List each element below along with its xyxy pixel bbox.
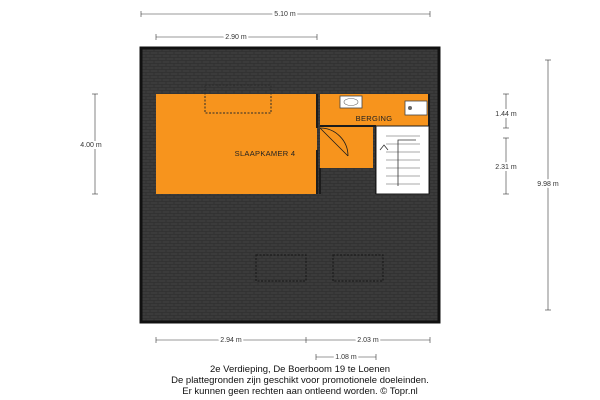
dim-top-total: 5.10 m — [274, 11, 296, 18]
dim-bottom-left: 2.94 m — [220, 337, 242, 344]
dim-bottom-right: 2.03 m — [357, 337, 379, 344]
dim-right-lower: 2.31 m — [495, 164, 517, 171]
dim-bottom-small: 1.08 m — [335, 354, 357, 360]
staircase — [376, 126, 429, 194]
caption-line-1: 2e Verdieping, De Boerboom 19 te Loenen — [209, 364, 391, 375]
dim-right-upper: 1.44 m — [495, 111, 517, 118]
caption-line-3: Er kunnen geen rechten aan ontleend worden. © Topr.nl — [182, 386, 418, 397]
dim-top-partial: 2.90 m — [225, 34, 247, 41]
dim-left-height: 4.00 m — [80, 142, 102, 149]
dim-right-total: 9.98 m — [537, 181, 559, 188]
sink-icon — [340, 96, 362, 108]
caption — [0, 364, 600, 397]
label-berging: BERGING — [355, 114, 393, 123]
label-slaapkamer: SLAAPKAMER 4 — [234, 149, 296, 158]
caption-line-2: De plattegronden zijn geschikt voor promotionele doeleinden. — [171, 375, 429, 386]
room-slaapkamer — [156, 94, 317, 194]
boiler-icon — [405, 101, 427, 115]
